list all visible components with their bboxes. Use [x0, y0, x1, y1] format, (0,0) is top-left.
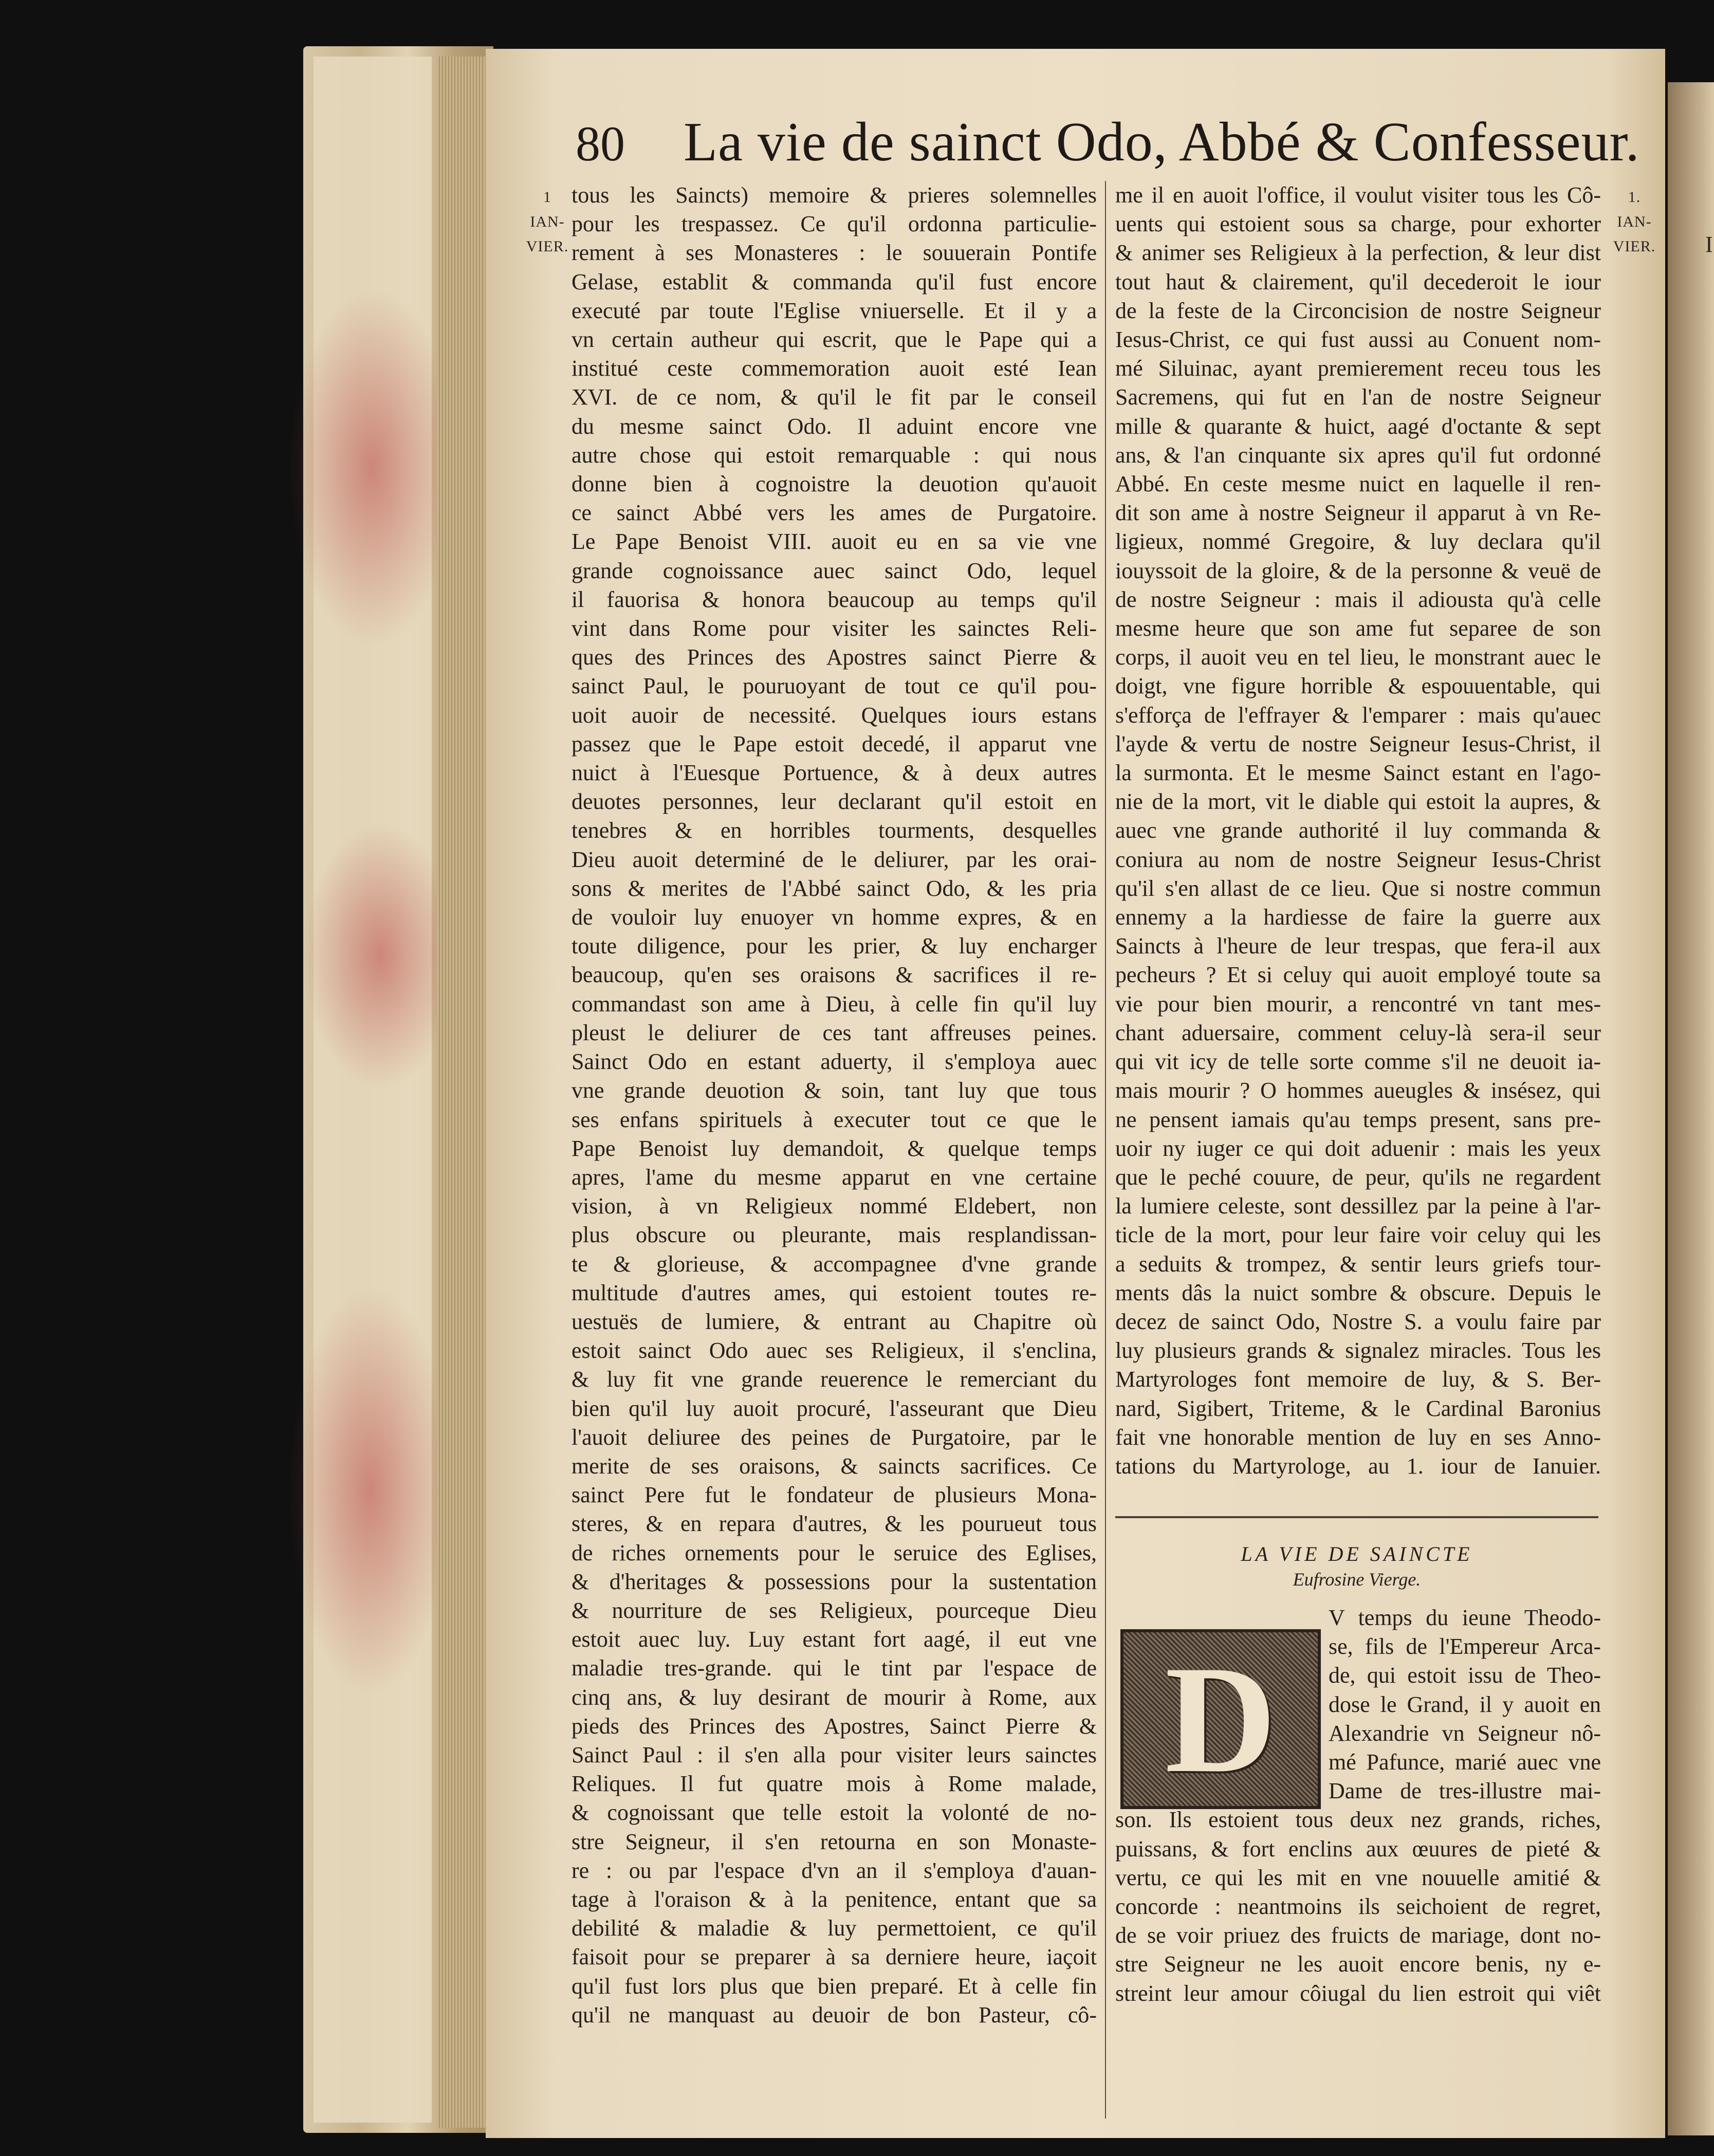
text-line: me il en auoit l'office, il voulut visiter tous les Cô-	[1115, 182, 1601, 208]
section-subtitle: Eufrosine Vierge.	[1293, 1569, 1421, 1590]
stain-mark	[288, 288, 457, 648]
text-line: autre chose qui estoit remarquable : qui nous	[572, 442, 1097, 468]
text-line: concorde : neantmoins ils seichoient de regret,	[1115, 1894, 1601, 1920]
text-line: decez de sainct Odo, Nostre S. a voulu faire par	[1115, 1309, 1601, 1334]
text-line: ennemy a la hardiesse de faire la guerre aux	[1115, 905, 1601, 930]
text-line: ce sainct Abbé vers les ames de Purgatoire.	[572, 500, 1097, 526]
text-line: coniura au nom de nostre Seigneur Iesus-Christ	[1115, 846, 1601, 872]
text-line: steres, & en repara d'autres, & les pourueut tous	[572, 1511, 1097, 1537]
text-line: qu'il ne manquast au deuoir de bon Pasteur, cô-	[572, 2002, 1097, 2028]
text-line: fait vne honorable mention de luy en ses Anno-	[1115, 1424, 1601, 1450]
text-line: streint leur amour côiugal du lien estroit qui viêt	[1115, 1980, 1601, 2006]
text-line: debilité & maladie & luy permettoient, ce qu'il	[572, 1915, 1097, 1941]
text-line: tout haut & clairement, qu'il decederoit le iour	[1115, 269, 1601, 294]
text-line: tenebres & en horribles tourments, desquelles	[572, 818, 1097, 843]
text-line: institué ceste commemoration auoit esté Iean	[572, 356, 1097, 381]
margin-note-left	[519, 185, 576, 259]
text-line: nuict à l'Euesque Portuence, & à deux autres	[572, 760, 1097, 786]
left-column	[572, 181, 1097, 2030]
text-line: rement à ses Monasteres : le souuerain Pontife	[572, 240, 1097, 266]
text-line: puissans, & fort enclins aux œuures de pieté &	[1115, 1836, 1601, 1862]
text-line: du mesme sainct Odo. Il aduint encore vne	[572, 413, 1097, 439]
text-line: executé par toute l'Eglise vniuerselle. Et il y a	[572, 298, 1097, 323]
text-line: vne grande deuotion & soin, tant luy que tous	[572, 1078, 1097, 1103]
text-line: sainct Paul, le pouruoyant de tout ce qu'il pou-	[572, 673, 1097, 699]
text-line: Sainct Paul : il s'en alla pour visiter leurs sainctes	[572, 1742, 1097, 1767]
right-column	[1115, 181, 1601, 1481]
text-line: grande cognoissance auec sainct Odo, lequel	[572, 558, 1097, 583]
text-line: dose le Grand, il y auoit en	[1329, 1691, 1601, 1717]
text-line: toute diligence, pour les prier, & luy encharger	[572, 933, 1097, 959]
next-page-letter: I	[1705, 232, 1713, 257]
text-line: Sacremens, qui fut en l'an de nostre Seigneur	[1115, 384, 1601, 410]
text-line: Iesus-Christ, ce qui fust aussi au Conuent nom-	[1115, 327, 1601, 353]
text-line: de, qui estoit issu de Theo-	[1329, 1663, 1601, 1688]
text-line: mesme heure que son ame fut separee de son	[1115, 616, 1601, 641]
margin-note-line: 1.	[1628, 189, 1641, 206]
text-line: Saincts à l'heure de leur trespas, que fera-il aux	[1115, 933, 1601, 959]
text-line: tous les Saincts) memoire & prieres solemnelles	[572, 182, 1097, 208]
text-line: pecheurs ? Et si celuy qui auoit employé toute sa	[1115, 962, 1601, 988]
text-line: l'auoit deliuree des peines de Purgatoire, par le	[572, 1424, 1097, 1450]
text-line: Gelase, establit & commanda qu'il fust encore	[572, 269, 1097, 294]
stain-mark	[303, 822, 457, 1090]
margin-note-line: IAN-	[530, 213, 565, 230]
margin-note-line: IAN-	[1617, 213, 1652, 230]
section-separator	[1115, 1516, 1598, 1518]
text-line: dit son ame à nostre Seigneur il apparut à vn Re-	[1115, 500, 1601, 526]
text-line: Alexandrie vn Seigneur nô-	[1329, 1720, 1601, 1746]
text-line: luy plusieurs grands & signalez miracles. Tous les	[1115, 1338, 1601, 1363]
text-line: maladie tres-grande. qui le tint par l'espace de	[572, 1655, 1097, 1681]
text-line: vint dans Rome pour visiter les sainctes Reli-	[572, 616, 1097, 641]
text-line: de riches ornements pour le seruice des Eglises,	[572, 1540, 1097, 1565]
text-line: XVI. de ce nom, & qu'il le fit par le conseil	[572, 384, 1097, 410]
text-line: cinq ans, & luy desirant de mourir à Rome, aux	[572, 1684, 1097, 1710]
text-line: beaucoup, qu'en ses oraisons & sacrifices il re-	[572, 962, 1097, 988]
text-line: la lumiere celeste, sont dessillez par la peine à l'ar-	[1115, 1193, 1601, 1219]
text-line: nard, Sigibert, Triteme, & le Cardinal Baronius	[1115, 1395, 1601, 1421]
text-line: tations du Martyrologe, au 1. iour de Ianuier.	[1115, 1453, 1601, 1479]
text-line: uents qui estoient sous sa charge, pour exhorter	[1115, 211, 1601, 237]
text-line: sons & merites de l'Abbé sainct Odo, & les pria	[572, 875, 1097, 901]
text-line: son. Ils estoient tous deux nez grands, riches,	[1115, 1807, 1601, 1833]
text-line: pour les trespassez. Ce qu'il ordonna particulie-	[572, 211, 1097, 237]
running-title: La vie de sainct Odo, Abbé & Confesseur.	[684, 112, 1640, 173]
text-line: commandast son ame à Dieu, à celle fin qu'il luy	[572, 991, 1097, 1017]
text-line: nie de la mort, vit le diable qui estoit la aupres, &	[1115, 789, 1601, 815]
text-line: qui vit icy de telle sorte comme s'il ne deuoit ia-	[1115, 1049, 1601, 1075]
text-line: uoit auoir de necessité. Quelques iours estans	[572, 702, 1097, 728]
text-line: qu'il s'en allast de ce lieu. Que si nostre commun	[1115, 875, 1601, 901]
section-title: LA VIE DE SAINCTE	[1241, 1542, 1473, 1565]
margin-note-line: VIER.	[1613, 238, 1656, 255]
text-line: uestuës de lumiere, & entrant au Chapitre où	[572, 1309, 1097, 1334]
page-number: 80	[576, 116, 625, 171]
text-line: re : ou par l'espace d'vn an il s'employa d'auan-	[572, 1857, 1097, 1883]
initial-letter: D	[1165, 1634, 1277, 1804]
text-line: ans, & l'an cinquante six apres qu'il fut ordonné	[1115, 442, 1601, 468]
text-line: s'efforça de l'effrayer & l'emparer : mais qu'auec	[1115, 702, 1601, 728]
text-line: mille & quarante & huict, aagé d'octante & sept	[1115, 413, 1601, 439]
text-line: Le Pape Benoist VIII. auoit eu en sa vie vne	[572, 529, 1097, 555]
text-line: apres, l'ame du mesme apparut en vne certaine	[572, 1164, 1097, 1190]
text-line: auec vne grande authorité il luy commanda &	[1115, 818, 1601, 843]
text-line: pleust le deliurer de ces tant affreuses peines.	[572, 1020, 1097, 1045]
margin-note-line: 1	[543, 189, 551, 206]
text-line: chant aduersaire, comment celuy-là sera-il seur	[1115, 1020, 1601, 1045]
text-line: Dieu auoit determiné de le deliurer, par les orai-	[572, 846, 1097, 872]
margin-note-right	[1606, 185, 1663, 259]
text-line: & d'heritages & possessions pour la sustentation	[572, 1569, 1097, 1594]
text-line: que le peché couure, de peur, qu'ils ne regardent	[1115, 1164, 1601, 1190]
text-line: deuotes personnes, leur declarant qu'il estoit en	[572, 789, 1097, 815]
text-line: plus obscure ou pleurante, mais resplandissan-	[572, 1222, 1097, 1248]
text-line: qu'il fust lors plus que bien preparé. Et à celle fin	[572, 1973, 1097, 1999]
text-line: multitude d'autres ames, qui estoient toutes re-	[572, 1280, 1097, 1305]
text-line: Martyrologes font memoire de luy, & S. Ber-	[1115, 1367, 1601, 1392]
text-line: stre Seigneur, il s'en retourna en son Monaste-	[572, 1829, 1097, 1854]
text-line: Abbé. En ceste mesme nuict en laquelle il ren-	[1115, 471, 1601, 497]
text-line: l'ayde & vertu de nostre Seigneur Iesus-Christ, il	[1115, 731, 1601, 757]
text-line: iouyssoit de la gloire, & de la personne & veuë de	[1115, 558, 1601, 583]
text-line: te & glorieuse, & accompagnee d'vne grande	[572, 1251, 1097, 1277]
stain-mark	[288, 1285, 452, 1696]
text-line: stre Seigneur ne les auoit encore benis, ny e-	[1115, 1951, 1601, 1977]
text-line: de se voir priuez des fruicts de mariage, dont no-	[1115, 1923, 1601, 1948]
text-line: ses enfans spirituels à executer tout ce que le	[572, 1107, 1097, 1132]
text-line: merite de ses oraisons, & saincts sacrifices. Ce	[572, 1453, 1097, 1479]
text-line: la surmonta. Et le mesme Sainct estant en l'ago-	[1115, 760, 1601, 786]
next-page-edge	[1668, 82, 1714, 2135]
text-line: de la feste de la Circoncision de nostre Seigneur	[1115, 298, 1601, 323]
text-line: mé Siluinac, ayant premierement receu tous les	[1115, 356, 1601, 381]
text-line: de nostre Seigneur : mais il adiousta qu'à celle	[1115, 586, 1601, 612]
text-line: ticle de la mort, pour leur faire voir celuy qui les	[1115, 1222, 1601, 1248]
text-line: & luy fit vne grande reuerence le remerciant du	[572, 1367, 1097, 1392]
text-line: estoit auec luy. Luy estant fort aagé, il eut vne	[572, 1627, 1097, 1652]
text-line: Reliques. Il fut quatre mois à Rome malade,	[572, 1771, 1097, 1797]
text-line: ligieux, nommé Gregoire, & luy declara qu'il	[1115, 529, 1601, 555]
text-line: uoir ny iuger ce qui doit aduenir : mais les yeux	[1115, 1135, 1601, 1161]
text-line: & animer ses Religieux à la perfection, & leur dist	[1115, 240, 1601, 266]
text-line: & nourriture de ses Religieux, pourceque Dieu	[572, 1597, 1097, 1623]
margin-note-line: VIER.	[526, 238, 569, 255]
text-line: pieds des Princes des Apostres, Sainct Pierre &	[572, 1713, 1097, 1739]
text-line: & cognoissant que telle estoit la volonté de no-	[572, 1800, 1097, 1826]
text-line: passez que le Pape estoit decedé, il apparut vne	[572, 731, 1097, 757]
column-rule	[1105, 181, 1106, 2118]
right-column-lower	[1115, 1604, 1601, 2008]
text-line: vie pour bien mourir, a rencontré vn tant mes-	[1115, 991, 1601, 1017]
text-line: il fauorisa & honora beaucoup au temps qu'il	[572, 586, 1097, 612]
text-line: Pape Benoist luy demandoit, & quelque temps	[572, 1135, 1097, 1161]
text-line: faisoit pour se preparer à sa derniere heure, iaçoit	[572, 1944, 1097, 1970]
text-line: tage à l'oraison & à la penitence, entant que sa	[572, 1886, 1097, 1912]
text-line: a seduits & trompez, & sentir leurs griefs tour-	[1115, 1251, 1601, 1277]
text-line: corps, il auoit veu en tel lieu, le monstrant auec le	[1115, 644, 1601, 670]
text-line: mé Pafunce, marié auec vne	[1329, 1749, 1601, 1775]
text-line: sainct Pere fut le fondateur de plusieurs Mona-	[572, 1482, 1097, 1508]
page-header	[576, 110, 1645, 188]
text-line: bien qu'il luy auoit procuré, l'asseurant que Dieu	[572, 1395, 1097, 1421]
text-line: se, fils de l'Empereur Arca-	[1329, 1634, 1601, 1660]
text-line: vertu, ce qui les mit en vne nouuelle amitié &	[1115, 1865, 1601, 1890]
text-line: ne pensent iamais qu'au temps present, sans pre-	[1115, 1107, 1601, 1132]
text-line: ments dâs la nuict sombre & obscure. Depuis le	[1115, 1280, 1601, 1305]
text-line: V temps du ieune Theodo-	[1329, 1605, 1601, 1630]
text-line: estoit sainct Odo auec ses Religieux, il s'enclina,	[572, 1338, 1097, 1363]
text-line: Dame de tres-illustre mai-	[1329, 1778, 1601, 1804]
text-line: ques des Princes des Apostres sainct Pierre &	[572, 644, 1097, 670]
text-line: vn certain autheur qui escrit, que le Pape qui a	[572, 327, 1097, 353]
text-line: Sainct Odo en estant aduerty, il s'employa auec	[572, 1049, 1097, 1075]
text-line: donne bien à cognoistre la deuotion qu'auoit	[572, 471, 1097, 497]
text-line: mais mourir ? O hommes aueugles & insésez, qui	[1115, 1078, 1601, 1103]
text-line: de vouloir luy enuoyer vn homme expres, & en	[572, 905, 1097, 930]
text-line: vision, à vn Religieux nommé Eldebert, non	[572, 1193, 1097, 1219]
page-stack	[437, 57, 488, 2128]
text-line: doigt, vne figure horrible & espouuentable, qui	[1115, 673, 1601, 699]
